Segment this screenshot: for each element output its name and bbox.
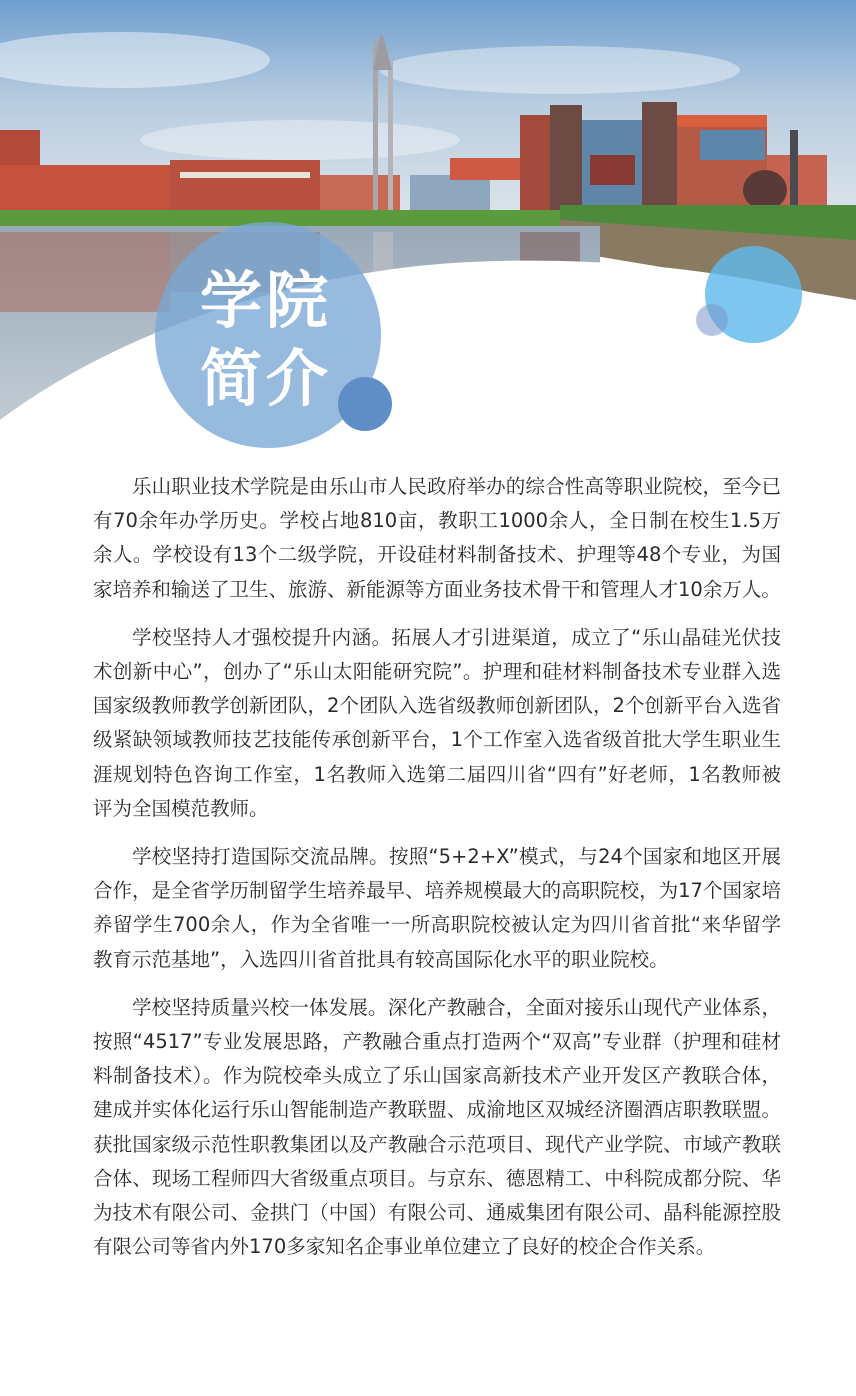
paragraph-industry: 学校坚持质量兴校一体发展。深化产教融合，全面对接乐山现代产业体系，按照“4517”专业发展思路，产教融合重点打造两个“双高”专业群（护理和硅材料制备技术）。作为院校牵头成立了乐山国家高新技术产业开发区产教联合体，建成并实体化运行乐山智能制造产教联盟、成渝地区双城经济圈酒店职教联盟。获批国家级示范性职教集团以及产教融合示范项目、现代产业学院、市域产教联合体、现场工程师四大省级重点项目。与京东、德恩精工、中科院成都分院、华为技术有限公司、金拱门（中国）有限公司、通威集团有限公司、晶科能源控股有限公司等省内外170多家知名企事业单位建立了良好的校企合作关系。 xyxy=(93,995,781,1259)
hero-banner xyxy=(0,0,856,460)
paragraph-international: 学校坚持打造国际交流品牌。按照“5+2+X”模式，与24个国家和地区开展合作，是全省学历制留学生培养最早、培养规模最大的高职院校，为17个国家培养留学生700余人，作为全省唯一一所高职院校被认定为四川省首批“来华留学教育示范基地”，入选四川省首批具有较高国际化水平的职业院校。 xyxy=(93,845,781,971)
intro-body xyxy=(93,470,781,1278)
page-title xyxy=(200,262,350,418)
accent-dot-dark xyxy=(338,377,392,431)
title-line-2: 简介 xyxy=(200,342,333,415)
paragraph-overview: 乐山职业技术学院是由乐山市人民政府举办的综合性高等职业院校，至今已有70余年办学历史。学校占地810亩，教职工1000余人，全日制在校生1.5万余人。学校设有13个二级学院，开设硅材料制备技术、护理等48个专业，为国家培养和输送了卫生、旅游、新能源等方面业务技术骨干和管理人才10余万人。 xyxy=(93,475,781,601)
accent-dot-small xyxy=(696,304,728,336)
campus-photo xyxy=(0,0,856,460)
paragraph-talent: 学校坚持人才强校提升内涵。拓展人才引进渠道，成立了“乐山晶硅光伏技术创新中心”，创办了“乐山太阳能研究院”。护理和硅材料制备技术专业群入选国家级教师教学创新团队，2个团队入选省级教师创新团队，2个创新平台入选省级紧缺领域教师技艺技能传承创新平台，1个工作室入选省级首批大学生职业生涯规划特色咨询工作室，1名教师入选第二届四川省“四有”好老师，1名教师被评为全国模范教师。 xyxy=(93,625,781,820)
title-line-1: 学院 xyxy=(200,264,333,337)
